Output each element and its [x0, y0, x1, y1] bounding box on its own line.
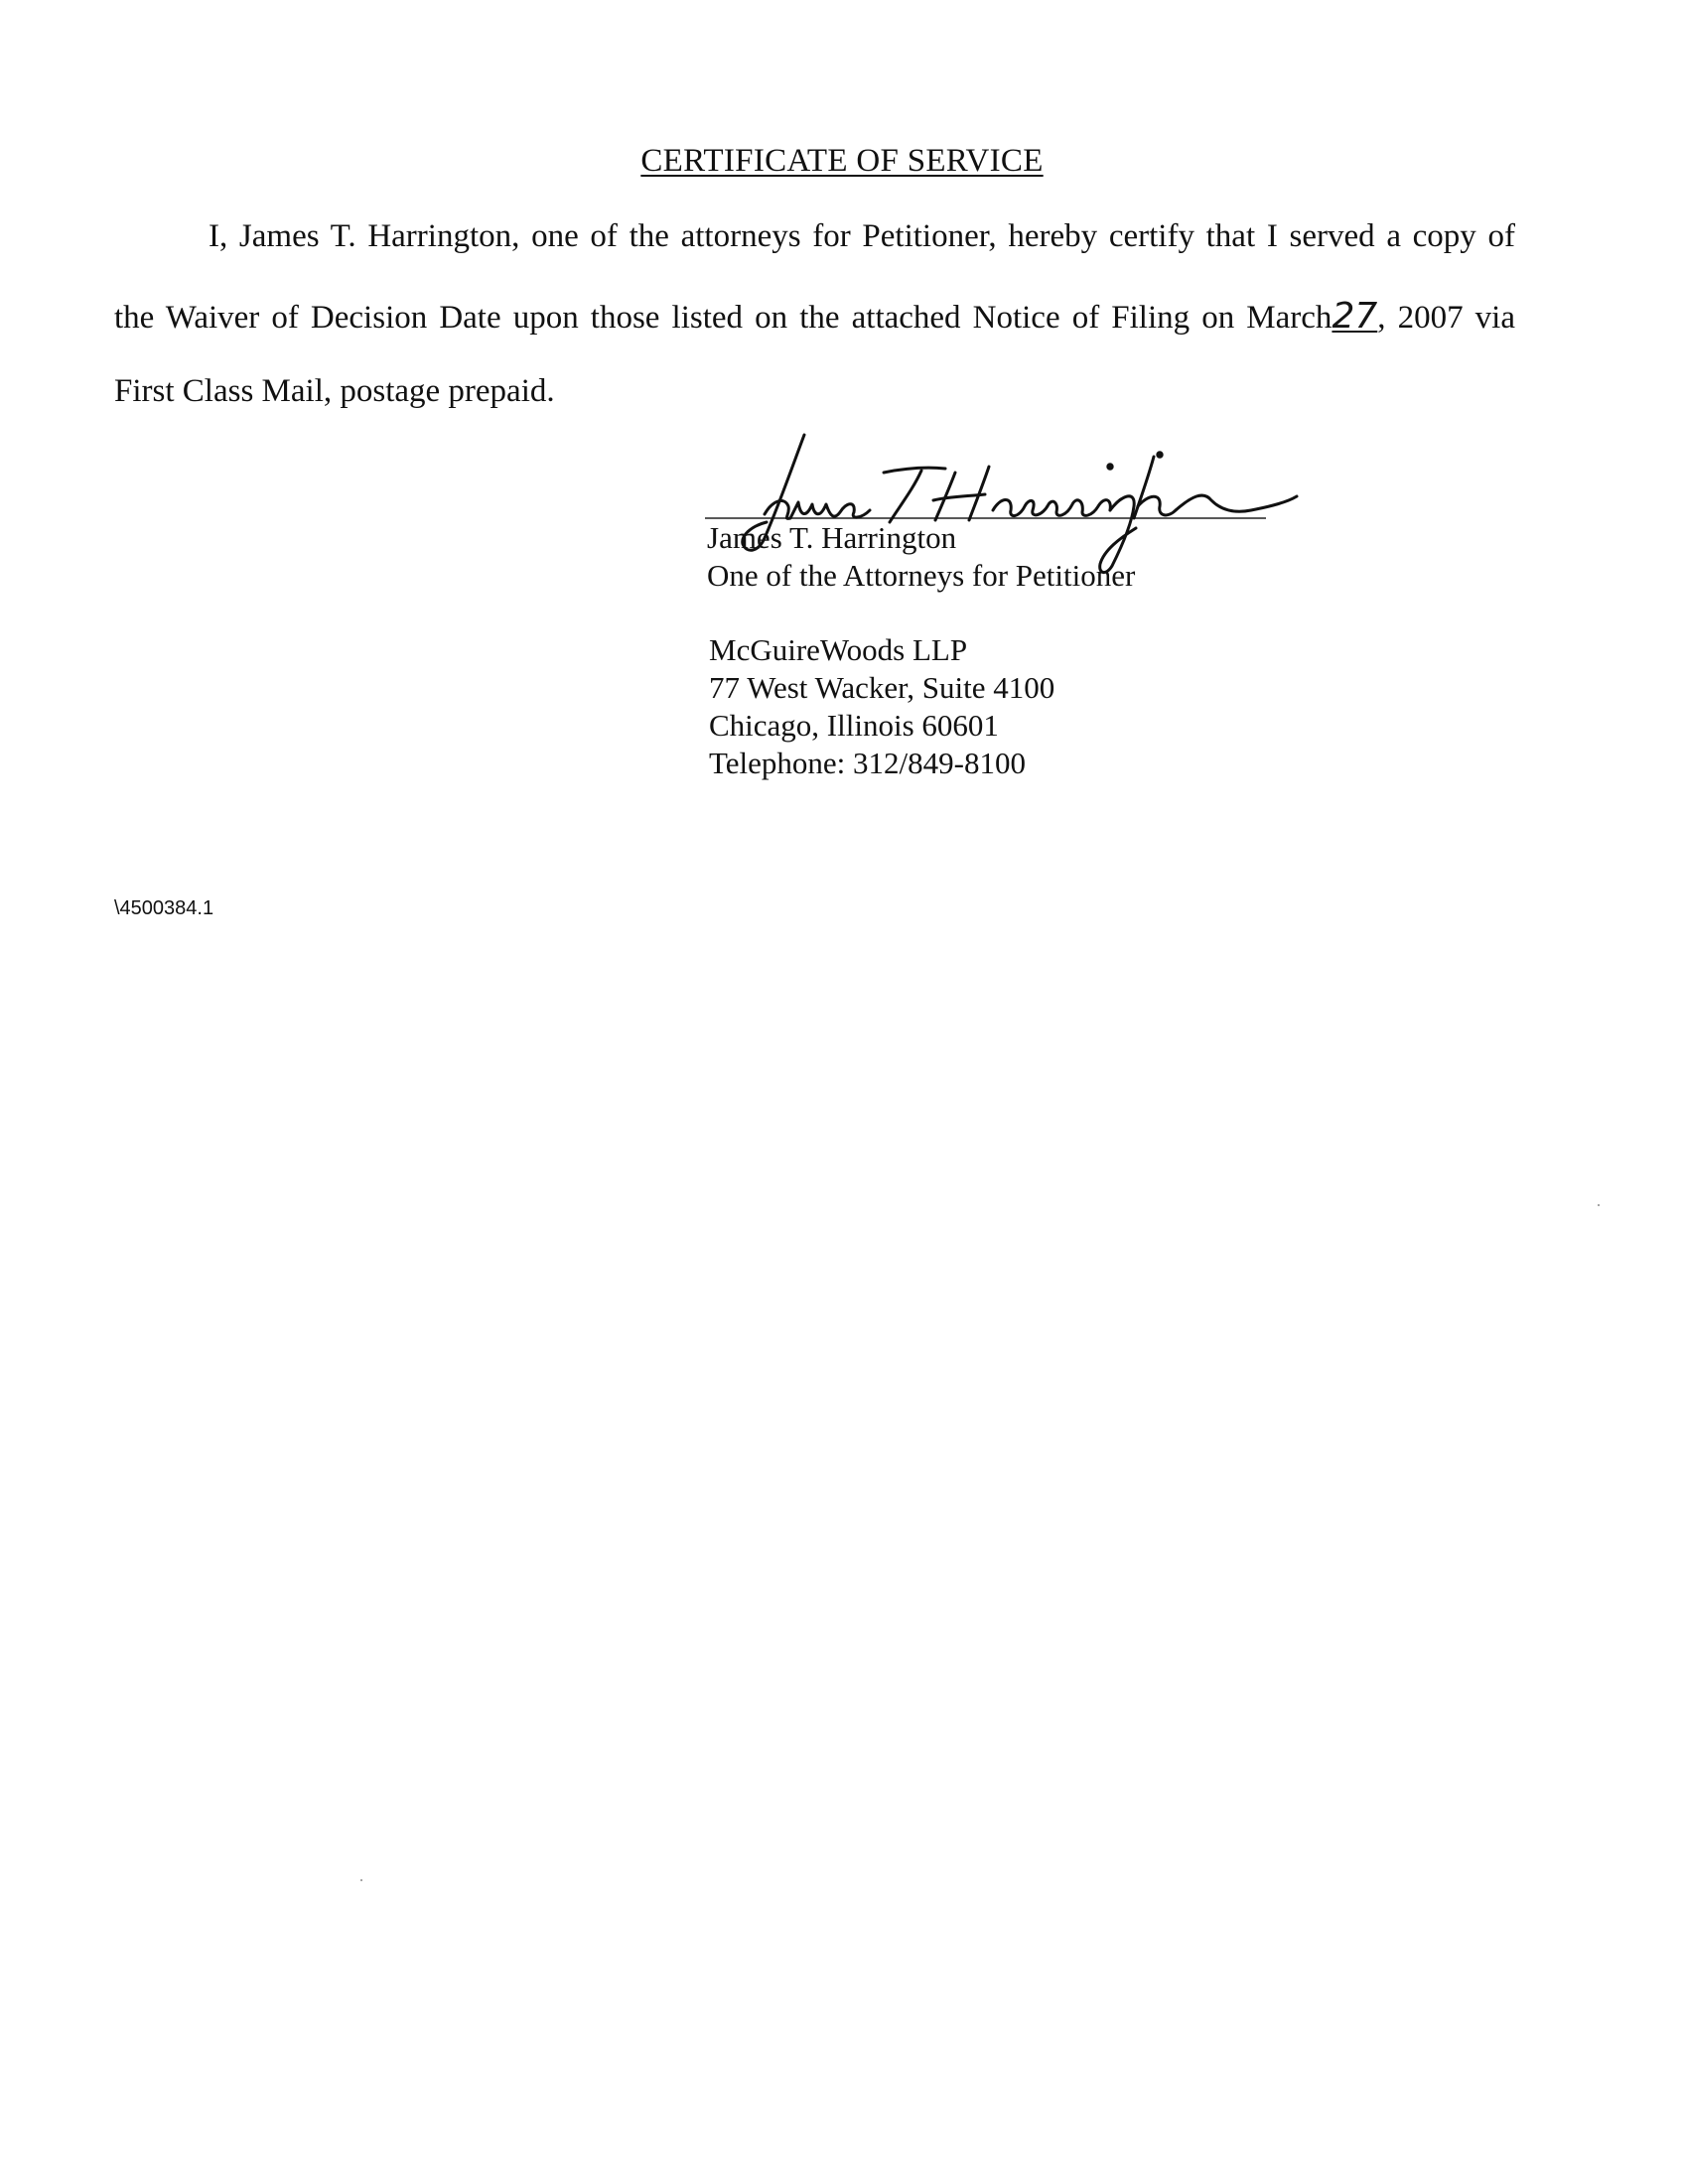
firm-street: 77 West Wacker, Suite 4100 — [709, 670, 1055, 705]
firm-address-block — [709, 631, 1054, 782]
document-number: \4500384.1 — [114, 897, 214, 919]
scan-speck — [1598, 1204, 1600, 1206]
line-2-year-text: , 2007 via — [1377, 300, 1515, 336]
firm-phone: Telephone: 312/849-8100 — [709, 746, 1026, 780]
firm-city: Chicago, Illinois 60601 — [709, 708, 999, 743]
document-title-text: CERTIFICATE OF SERVICE — [640, 143, 1044, 179]
signatory-role: One of the Attorneys for Petitioner — [707, 558, 1136, 593]
certification-line-1: I, James T. Harrington, one of the attorneys for Petitioner, hereby certify that I served a copy of — [209, 218, 1515, 254]
signatory-name: James T. Harrington — [707, 520, 957, 555]
firm-name: McGuireWoods LLP — [709, 632, 968, 667]
certification-line-3: First Class Mail, postage prepaid. — [114, 373, 555, 409]
scan-speck — [360, 1879, 362, 1881]
certification-line-2 — [114, 296, 1515, 337]
line-2-text: the Waiver of Decision Date upon those listed on the attached Notice of Filing on March — [114, 300, 1333, 336]
handwritten-day: 27 — [1332, 296, 1378, 337]
document-title — [0, 143, 1684, 180]
